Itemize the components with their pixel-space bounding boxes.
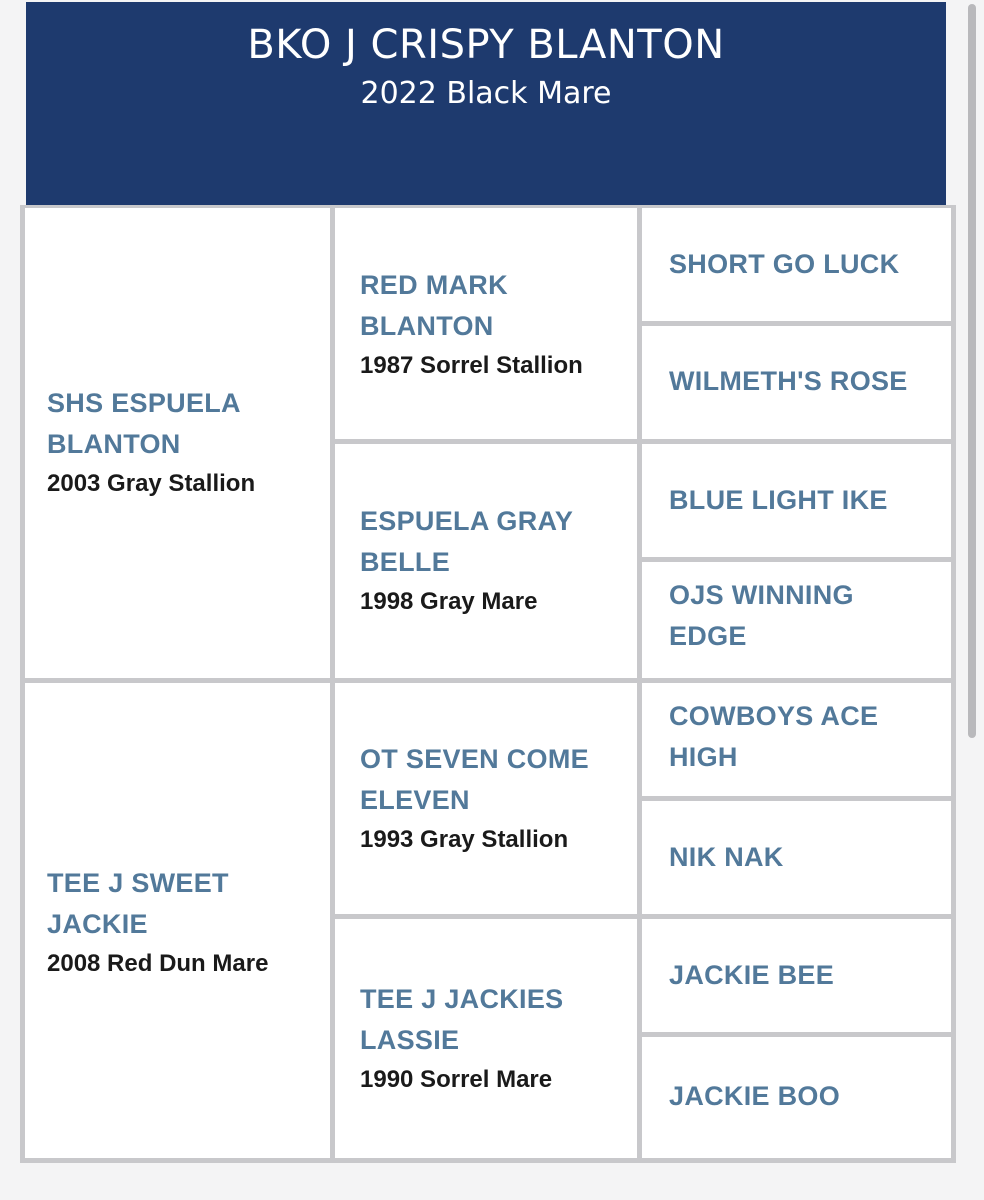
pedigree-chart (20, 205, 956, 1163)
sire-dam-dam-cell[interactable] (642, 562, 951, 678)
sire-sire-name[interactable]: RED MARK BLANTON (360, 270, 508, 341)
sire-dam-description: 1998 Gray Mare (360, 588, 538, 615)
horse-description: 2022 Black Mare (360, 76, 612, 111)
dam-sire-dam-name[interactable]: NIK NAK (669, 842, 784, 872)
horse-name: BKO J CRISPY BLANTON (247, 22, 725, 68)
sire-sire-cell[interactable] (335, 208, 637, 439)
dam-sire-cell[interactable] (335, 683, 637, 914)
sire-sire-sire-cell[interactable] (642, 208, 951, 321)
dam-description: 2008 Red Dun Mare (47, 950, 269, 977)
sire-dam-sire-cell[interactable] (642, 444, 951, 557)
sire-sire-dam-cell[interactable] (642, 326, 951, 439)
dam-dam-name[interactable]: TEE J JACKIES LASSIE (360, 984, 564, 1055)
dam-sire-sire-cell[interactable] (642, 683, 951, 796)
sire-dam-name[interactable]: ESPUELA GRAY BELLE (360, 506, 574, 577)
sire-description: 2003 Gray Stallion (47, 470, 256, 497)
dam-cell[interactable] (25, 683, 330, 1158)
dam-sire-sire-name[interactable]: COWBOYS ACE HIGH (669, 701, 879, 772)
dam-dam-description: 1990 Sorrel Mare (360, 1066, 553, 1093)
dam-dam-sire-cell[interactable] (642, 919, 951, 1032)
sire-dam-dam-name[interactable]: OJS WINNING EDGE (669, 580, 854, 651)
sire-sire-sire-name[interactable]: SHORT GO LUCK (669, 249, 900, 279)
scrollbar[interactable] (968, 4, 976, 738)
dam-sire-description: 1993 Gray Stallion (360, 826, 569, 853)
dam-sire-dam-cell[interactable] (642, 801, 951, 914)
dam-dam-dam-cell[interactable] (642, 1037, 951, 1158)
horse-header (26, 2, 946, 205)
dam-sire-name[interactable]: OT SEVEN COME ELEVEN (360, 744, 589, 815)
sire-name[interactable]: SHS ESPUELA BLANTON (47, 388, 241, 459)
sire-sire-dam-name[interactable]: WILMETH'S ROSE (669, 366, 908, 396)
sire-cell[interactable] (25, 208, 330, 678)
sire-dam-sire-name[interactable]: BLUE LIGHT IKE (669, 485, 888, 515)
sire-sire-description: 1987 Sorrel Stallion (360, 352, 583, 379)
dam-dam-sire-name[interactable]: JACKIE BEE (669, 960, 835, 990)
sire-dam-cell[interactable] (335, 444, 637, 678)
dam-dam-dam-name[interactable]: JACKIE BOO (669, 1081, 841, 1111)
dam-name[interactable]: TEE J SWEET JACKIE (47, 868, 229, 939)
dam-dam-cell[interactable] (335, 919, 637, 1158)
